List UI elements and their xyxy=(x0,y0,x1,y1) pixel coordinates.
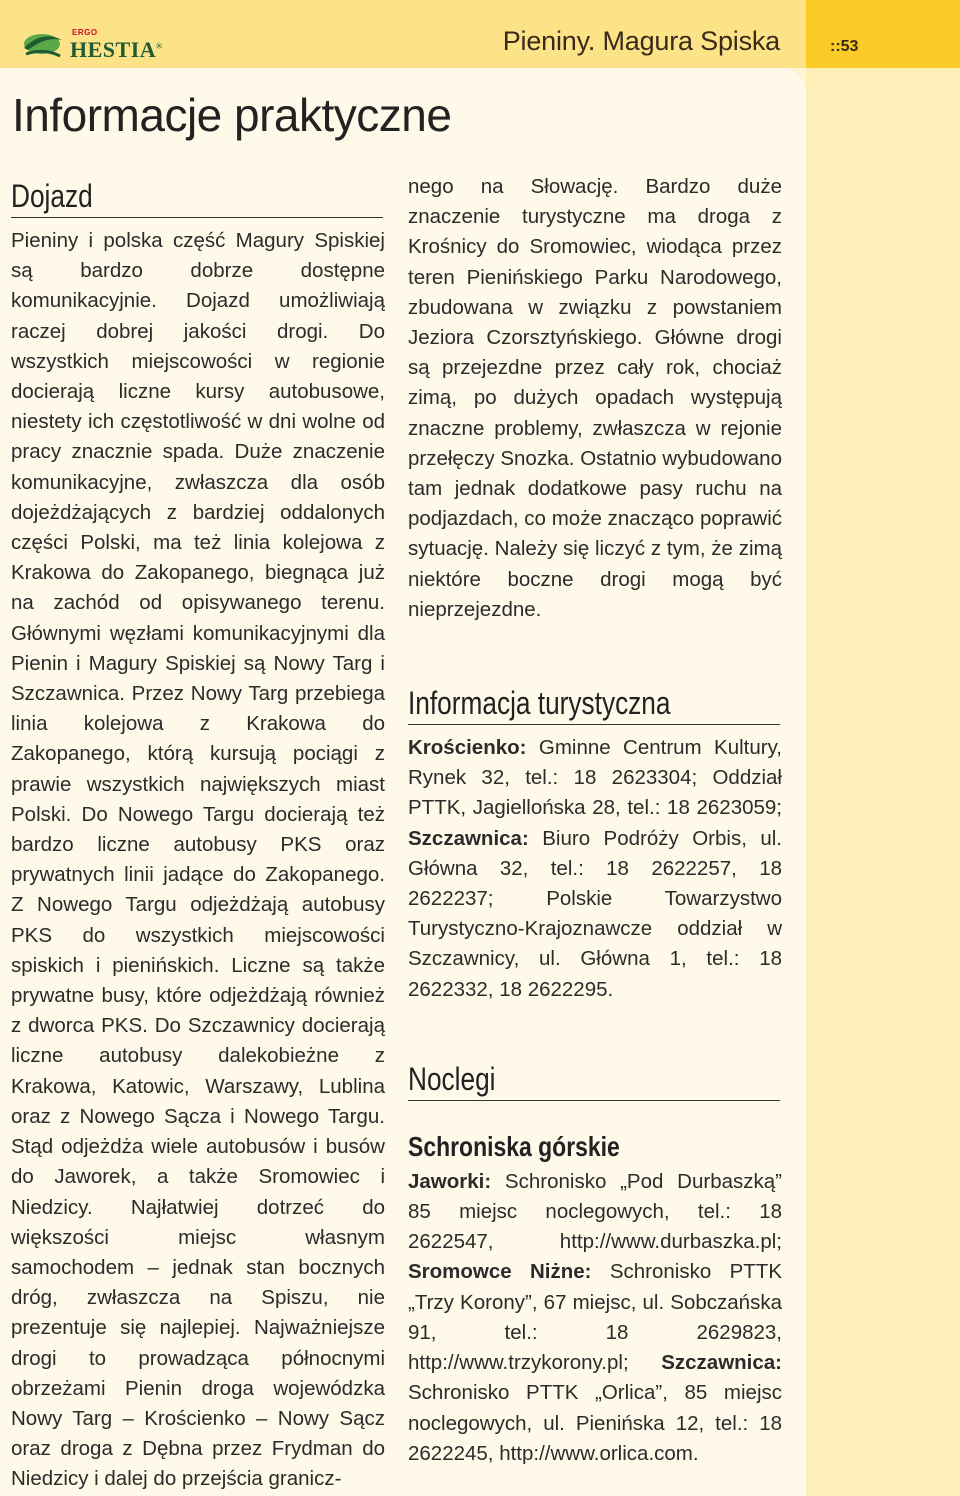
noclegi-heading: Noclegi xyxy=(408,1060,496,1097)
entry-text: Schronisko PTTK „Orlica”, 85 miejsc noclegowych, ul. Pienińska 12, tel.: 18 2622245, http://www.orlica.com. xyxy=(408,1381,782,1465)
left-column xyxy=(11,178,385,1495)
noclegi-text xyxy=(408,1167,782,1469)
entry-text: Schronisko „Pod Durbaszką” 85 miejsc noclegowych, tel.: 18 2622547, http://www.durbaszka.pl; xyxy=(408,1169,782,1254)
place-label: Krościenko: xyxy=(408,736,527,760)
page-tab xyxy=(806,0,960,68)
dojazd-heading: Dojazd xyxy=(11,178,93,214)
page-number: ::53 xyxy=(830,38,859,55)
place-label: Szczawnica: xyxy=(661,1351,782,1375)
entry-text: Schronisko PTTK „Trzy Korony”, 67 miejsc, ul. Sobczańska 91, tel.: 18 2629823, http://www.trzykorony.pl; xyxy=(408,1260,782,1375)
side-strip xyxy=(806,68,960,1496)
place-label: Szczawnica: xyxy=(408,826,529,850)
informacja-heading: Informacja turystyczna xyxy=(408,685,671,722)
running-title: Pieniny. Magura Spiska xyxy=(502,26,780,56)
hestia-leaf-icon xyxy=(20,26,66,62)
place-label: Jaworki: xyxy=(408,1169,492,1193)
entry-text: Biuro Podróży Orbis, ul. Główna 32, tel.: 18 2622257, 18 2622237; Polskie Towarzystwo Turystyczno-Krajoznawcze oddział w Szczawnicy, ul. Główna 1, tel.: 18 2622332, 18 2622295. xyxy=(408,826,782,1001)
informacja-rule xyxy=(408,724,780,725)
page-title: Informacje praktyczne xyxy=(12,89,452,141)
dojazd-text-continued: nego na Słowację. Bardzo duże znaczenie turystyczne ma droga z Krośnicy do Sromowiec, wiodąca przez teren Pienińskiego Parku Narodowego, zbudowana w związku z powstaniem Jeziora Czorsztyńskiego. Główne drogi są przejezdne przez cały rok, chociaż zimą, po dużych opadach występują znaczne problemy, zwłaszcza w rejonie przełęczy Snozka. Ostatnio wybudowano tam jednak dodatkowe pasy ruchu na podjazdach, co może znacząco poprawić sytuację. Należy się liczyć z tym, że zimą niektóre boczne drogi mogą być nieprzejezdne. xyxy=(408,175,782,621)
dojazd-text: Pieniny i polska część Magury Spiskiej są bardzo dobrze dostępne komunikacyjnie. Dojazd umożliwiają raczej dobrej jakości drogi. Do wszystkich miejscowości w regionie docierają liczne kursy autobusowe, niestety ich częstotliwość w dni wolne od pracy znacznie spada. Duże znaczenie komunikacyjne, zwłaszcza dla osób dojeżdżających z bardziej oddalonych części Polski, ma też linia kolejowa z Krakowa do Zakopanego, biegnąca już na zachód od opisywanego terenu. Głównymi węzłami komunikacyjnymi dla Pienin i Magury Spiskiej są Nowy Targ i Szczawnica. Przez Nowy Targ przebiega linia kolejowa z Krakowa do Zakopanego, którą kursują pociągi z prawie wszystkich największych miast Polski. Do Nowego Targu docierają też bardzo liczne autobusy PKS oraz prywatnych linii jadące do Zakopanego. Z Nowego Targu odjeżdżają autobusy PKS do wszystkich miejscowości spiskich i pienińskich. Liczne są także prywatne busy, które odjeżdżają również z dworca PKS. Do Szczawnicy docierają liczne autobusy dalekobieżne z Krakowa, Katowic, Warszawy, Lublina oraz z Nowego Sącza i Nowego Targu. Stąd odjeżdża wiele autobusów i busów do Jaworek, a także Sromowiec i Niedzicy. Najłatwiej dotrzeć do większości miejsc własnym samochodem – jednak stan bocznych dróg, zwłaszcza na Spiszu, nie prezentuje się najlepiej. Najważniejsze drogi to prowadząca północnymi obrzeżami Pienin droga wojewódzka Nowy Targ – Krościenko – Nowy Sącz oraz droga z Dębna przez Frydman do Niedzicy i dalej do przejścia granicz- xyxy=(11,229,385,1491)
hestia-logo[interactable] xyxy=(20,22,180,62)
entry-text: Gminne Centrum Kultury, Rynek 32, tel.: 18 2623304; Oddział PTTK, Jagiellońska 28, tel.: 18 2623059; xyxy=(408,736,782,820)
logo-ergo-text: ERGO xyxy=(72,28,98,37)
dojazd-rule xyxy=(11,217,383,218)
place-label: Sromowce Niżne: xyxy=(408,1260,592,1284)
logo-hestia-text: HESTIA® xyxy=(70,37,163,62)
schroniska-subheading: Schroniska górskie xyxy=(408,1130,620,1162)
noclegi-rule xyxy=(408,1100,780,1101)
informacja-text xyxy=(408,733,782,1005)
right-column xyxy=(408,172,782,1469)
